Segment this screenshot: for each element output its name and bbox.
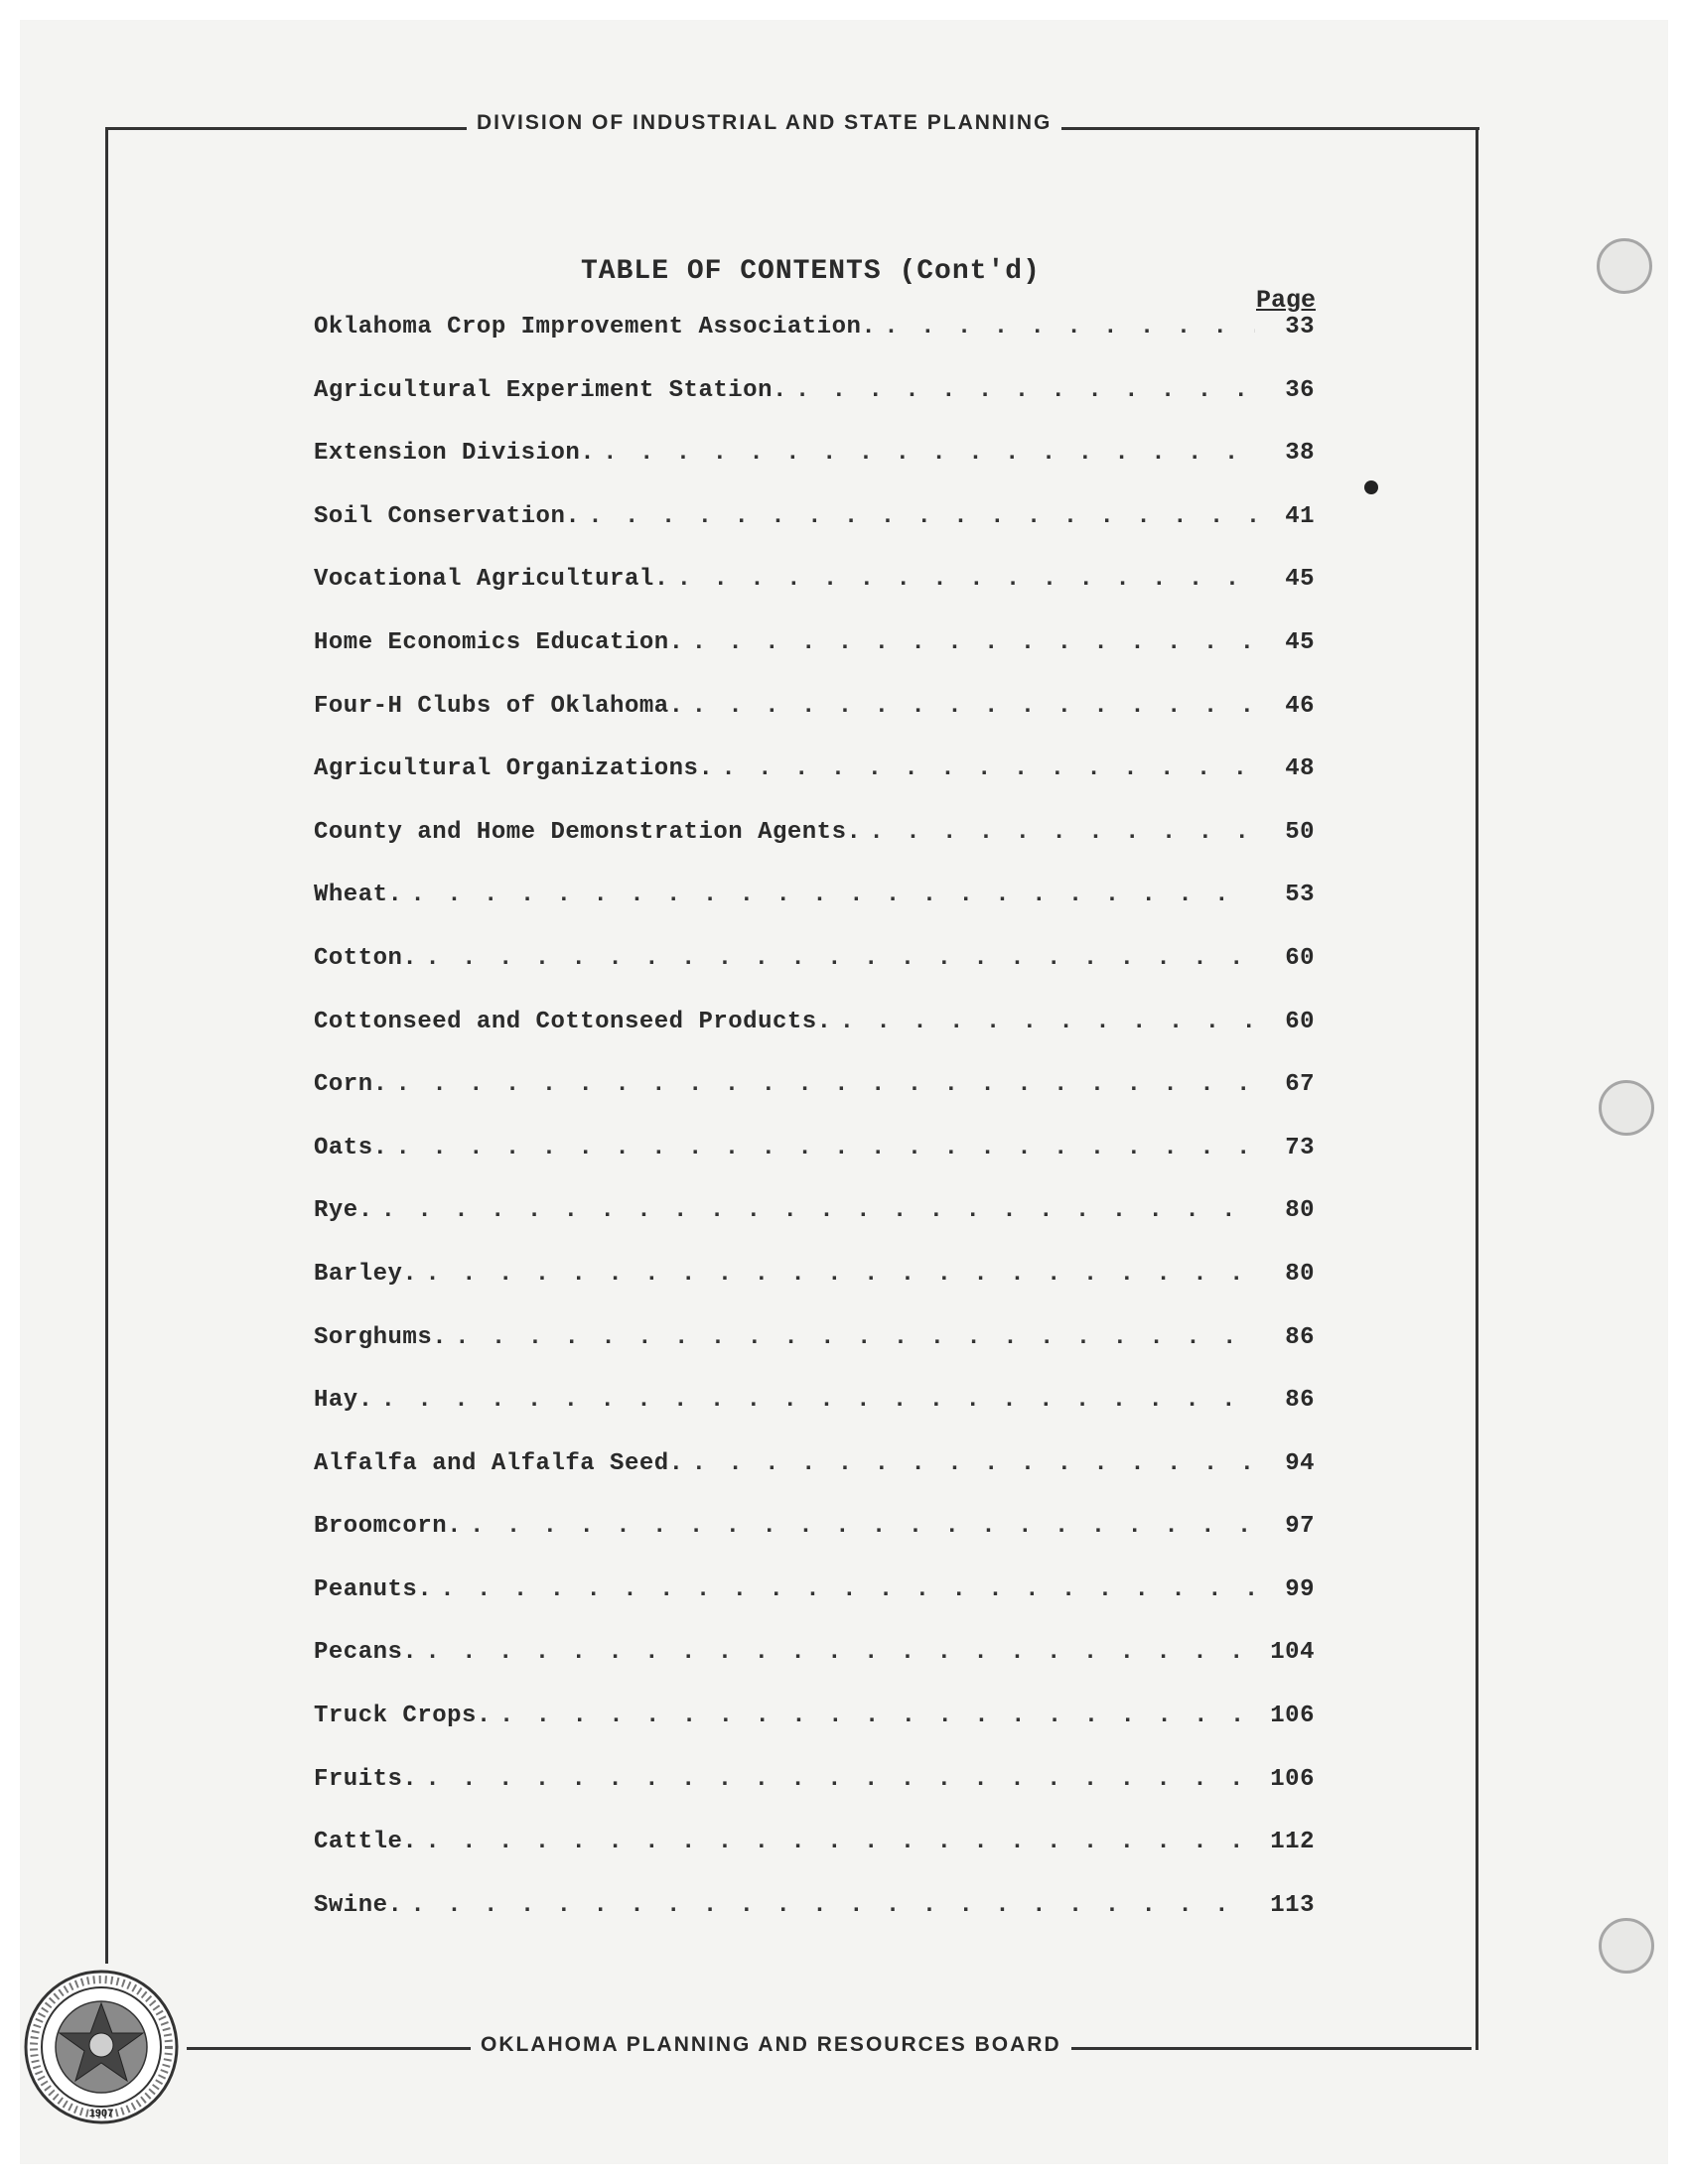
toc-entry xyxy=(314,1450,1315,1514)
toc-entry-title: Oklahoma Crop Improvement Association. xyxy=(314,314,877,341)
toc-entry-page: 60 xyxy=(1285,1008,1315,1035)
toc-entry xyxy=(314,1009,1315,1072)
toc-entry-page: 97 xyxy=(1285,1513,1315,1541)
toc-entry-title: Broomcorn. xyxy=(314,1513,463,1541)
toc-entry-page: 67 xyxy=(1285,1071,1315,1099)
dot-leader xyxy=(462,1513,1255,1540)
toc-entry xyxy=(314,1261,1315,1324)
toc-entry-title: Alfalfa and Alfalfa Seed. xyxy=(314,1449,684,1477)
toc-entry-title: Wheat. xyxy=(314,882,403,909)
toc-entry xyxy=(314,1892,1315,1956)
toc-entry-page: 53 xyxy=(1285,882,1315,909)
toc-entry-title: Truck Crops. xyxy=(314,1703,492,1730)
ink-speck xyxy=(1364,480,1378,494)
toc-entry xyxy=(314,314,1315,377)
toc-entry-title: Rye. xyxy=(314,1197,373,1225)
toc-entry-page: 86 xyxy=(1285,1387,1315,1415)
toc-entry xyxy=(314,1829,1315,1892)
toc-entry-title: Home Economics Education. xyxy=(314,628,684,656)
dot-leader xyxy=(417,1261,1255,1288)
toc-entry xyxy=(314,1387,1315,1450)
toc-entry-page: 48 xyxy=(1285,755,1315,783)
toc-entry-title: Agricultural Organizations. xyxy=(314,755,714,783)
toc-entry xyxy=(314,629,1315,693)
toc-entry xyxy=(314,1324,1315,1388)
dot-leader xyxy=(595,440,1255,467)
page-column-heading: Page xyxy=(1256,286,1317,315)
toc-entry-title: Peanuts. xyxy=(314,1575,433,1603)
dot-leader xyxy=(402,1892,1255,1919)
toc-entry xyxy=(314,1071,1315,1135)
dot-leader xyxy=(580,503,1255,530)
toc-entry-title: Oats. xyxy=(314,1134,388,1161)
toc-entry xyxy=(314,503,1315,567)
dot-leader xyxy=(388,1135,1255,1161)
dot-leader xyxy=(832,1009,1255,1035)
toc-entry-page: 38 xyxy=(1285,440,1315,468)
punch-hole xyxy=(1599,1918,1654,1974)
frame-left-line xyxy=(105,127,108,1964)
punch-hole xyxy=(1599,1080,1654,1136)
toc-entry-title: Hay. xyxy=(314,1387,373,1415)
toc-entry-page: 80 xyxy=(1285,1260,1315,1288)
toc-entry xyxy=(314,693,1315,756)
dot-leader xyxy=(684,1450,1255,1477)
toc-entry xyxy=(314,377,1315,441)
toc-entry-page: 73 xyxy=(1285,1134,1315,1161)
toc-entry-title: Sorghums. xyxy=(314,1323,448,1351)
dot-leader xyxy=(388,1071,1255,1098)
toc-entry-page: 99 xyxy=(1285,1575,1315,1603)
toc-entry-page: 104 xyxy=(1270,1639,1315,1667)
toc-entry xyxy=(314,1513,1315,1576)
toc-entry-title: Cottonseed and Cottonseed Products. xyxy=(314,1008,832,1035)
toc-entry-page: 41 xyxy=(1285,502,1315,530)
toc-entry-title: Agricultural Experiment Station. xyxy=(314,376,787,404)
toc-entry-title: County and Home Demonstration Agents. xyxy=(314,818,862,846)
dot-leader xyxy=(447,1324,1255,1351)
toc-entry-page: 112 xyxy=(1270,1829,1315,1856)
toc-title: TABLE OF CONTENTS (Cont'd) xyxy=(581,256,1041,287)
toc-entry-page: 36 xyxy=(1285,376,1315,404)
toc-entry xyxy=(314,440,1315,503)
toc-entry-page: 106 xyxy=(1270,1765,1315,1793)
toc-entry-page: 113 xyxy=(1270,1891,1315,1919)
toc-entry xyxy=(314,755,1315,819)
toc-entry-page: 50 xyxy=(1285,818,1315,846)
dot-leader xyxy=(417,1639,1255,1666)
toc-list xyxy=(314,314,1315,1955)
seal-year: 1907 xyxy=(88,2108,114,2119)
toc-entry-title: Barley. xyxy=(314,1260,418,1288)
toc-entry-title: Vocational Agricultural. xyxy=(314,566,669,594)
toc-entry-title: Fruits. xyxy=(314,1765,418,1793)
toc-entry-title: Cattle. xyxy=(314,1829,418,1856)
toc-entry-page: 94 xyxy=(1285,1449,1315,1477)
frame-right-line xyxy=(1476,127,1478,2050)
toc-entry-title: Four-H Clubs of Oklahoma. xyxy=(314,692,684,720)
dot-leader xyxy=(417,945,1255,972)
dot-leader xyxy=(713,755,1255,782)
toc-entry-page: 106 xyxy=(1270,1703,1315,1730)
toc-entry-page: 33 xyxy=(1285,314,1315,341)
toc-entry-page: 86 xyxy=(1285,1323,1315,1351)
toc-entry-title: Extension Division. xyxy=(314,440,596,468)
toc-entry xyxy=(314,566,1315,629)
dot-leader xyxy=(492,1703,1255,1729)
dot-leader xyxy=(684,629,1255,656)
dot-leader xyxy=(432,1576,1255,1603)
toc-entry-page: 45 xyxy=(1285,566,1315,594)
dot-leader xyxy=(669,566,1255,593)
footer-title: OKLAHOMA PLANNING AND RESOURCES BOARD xyxy=(471,2033,1071,2057)
dot-leader xyxy=(373,1197,1255,1224)
toc-entry xyxy=(314,1135,1315,1198)
toc-entry xyxy=(314,819,1315,883)
toc-entry xyxy=(314,1576,1315,1640)
dot-leader xyxy=(417,1829,1255,1855)
toc-entry xyxy=(314,1766,1315,1830)
toc-entry-page: 46 xyxy=(1285,692,1315,720)
toc-entry xyxy=(314,882,1315,945)
toc-entry-page: 60 xyxy=(1285,944,1315,972)
punch-hole xyxy=(1597,238,1652,294)
toc-entry xyxy=(314,1197,1315,1261)
state-seal-icon xyxy=(22,1968,181,2126)
dot-leader xyxy=(402,882,1255,908)
header-title: DIVISION OF INDUSTRIAL AND STATE PLANNING xyxy=(467,111,1061,135)
toc-entry-page: 80 xyxy=(1285,1197,1315,1225)
toc-entry-title: Corn. xyxy=(314,1071,388,1099)
toc-entry-title: Pecans. xyxy=(314,1639,418,1667)
toc-entry xyxy=(314,945,1315,1009)
dot-leader xyxy=(373,1387,1255,1414)
dot-leader xyxy=(787,377,1255,404)
dot-leader xyxy=(861,819,1255,846)
toc-entry-title: Swine. xyxy=(314,1891,403,1919)
dot-leader xyxy=(876,314,1255,341)
toc-entry xyxy=(314,1639,1315,1703)
dot-leader xyxy=(684,693,1255,720)
toc-entry-title: Cotton. xyxy=(314,944,418,972)
toc-entry-title: Soil Conservation. xyxy=(314,502,581,530)
toc-entry-page: 45 xyxy=(1285,628,1315,656)
toc-entry xyxy=(314,1703,1315,1766)
dot-leader xyxy=(417,1766,1255,1793)
